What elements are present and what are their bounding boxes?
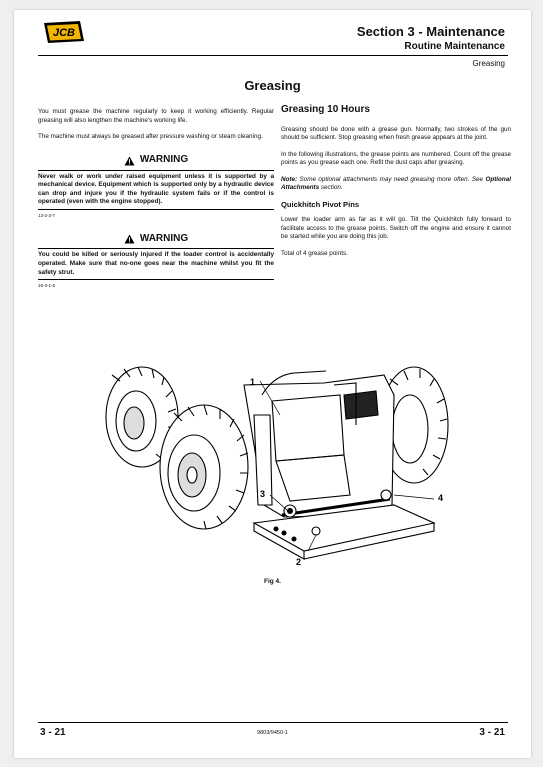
callout-2: 2 (296, 557, 302, 567)
warning-triangle-icon (124, 156, 135, 166)
document-number: 9803/9450-1 (257, 730, 288, 736)
warning-code-1: 13-2-3-7 (38, 212, 56, 218)
section-title: Section 3 - Maintenance (356, 24, 505, 39)
page-number-left: 3 - 21 (40, 727, 66, 738)
jcb-logo (40, 19, 88, 45)
warning-text-2: You could be killed or seriously injured if the loader control is accidentally operated. Make sure that no-one goes near the machine whilst you fit the safety strut. (38, 248, 274, 280)
washing-paragraph: The machine must always be greased after pressure washing or steam cleaning. (38, 133, 263, 140)
page-number-right: 3 - 21 (479, 727, 505, 738)
warning-code-2: 16-3-1-5 (38, 283, 56, 289)
note-link[interactable]: Optional Attachments (281, 175, 511, 191)
front-left-tyre (160, 405, 248, 529)
quickhitch-paragraph: Lower the loader arm as far as it will go. Tilt the Quickhitch fully forward to facilitate access to the grease points. Switch off the engine and ensure it cannot be started while you are doing this job. (281, 216, 511, 240)
loader-frame (244, 371, 394, 517)
greasing-10-hours-heading: Greasing 10 Hours (281, 104, 370, 115)
callout-1: 1 (250, 377, 256, 387)
right-column (281, 106, 511, 266)
note-text: Some optional attachments may need greasing more often. See (297, 175, 486, 183)
jcb-logo-text: JCB (52, 27, 76, 39)
warning-triangle-icon (124, 234, 135, 244)
header-tag: Greasing (472, 59, 505, 68)
quickhitch-heading: Quickhitch Pivot Pins (281, 199, 360, 209)
intro-paragraph: You must grease the machine regularly to keep it working efficiently. Regular greasing will also lengthen the machine's working life. (38, 108, 274, 124)
grease-points-paragraph: In the following illustrations, the grease points are numbered. Count off the grease points as you grease each one. Refit the dust caps after greasing. (281, 150, 511, 166)
warning-text-1: Never walk or work under raised equipment unless it is supported by a mechanical device. Equipment which is supported only by a hydraulic device can drop and injure you if the hydraulic system fails or if the control is operated (even with the engine stopped). (38, 170, 274, 210)
warning-heading-2 (38, 234, 274, 244)
manual-page (14, 10, 531, 758)
note-suffix: section. (319, 184, 343, 191)
callout-3: 3 (260, 489, 266, 499)
warning-title-2: WARNING (139, 233, 189, 245)
left-column (38, 108, 274, 291)
figure-caption: Fig 4. (264, 578, 281, 585)
footer-rule (38, 722, 508, 723)
quickhitch-illustration (94, 355, 454, 575)
grease-gun-paragraph: Greasing should be done with a grease gun. Normally, two strokes of the gun should be sufficient. Stop greasing when fresh grease appears at the joint. (281, 125, 511, 141)
note-label: Note: (281, 175, 298, 183)
callout-4: 4 (438, 493, 444, 503)
warning-heading-1 (38, 156, 274, 166)
warning-title-1: WARNING (139, 154, 189, 166)
section-subtitle: Routine Maintenance (404, 41, 505, 52)
note-paragraph (281, 176, 511, 193)
total-points-paragraph: Total of 4 grease points. (281, 249, 348, 257)
page-title: Greasing (244, 78, 301, 93)
header-rule (38, 55, 508, 56)
